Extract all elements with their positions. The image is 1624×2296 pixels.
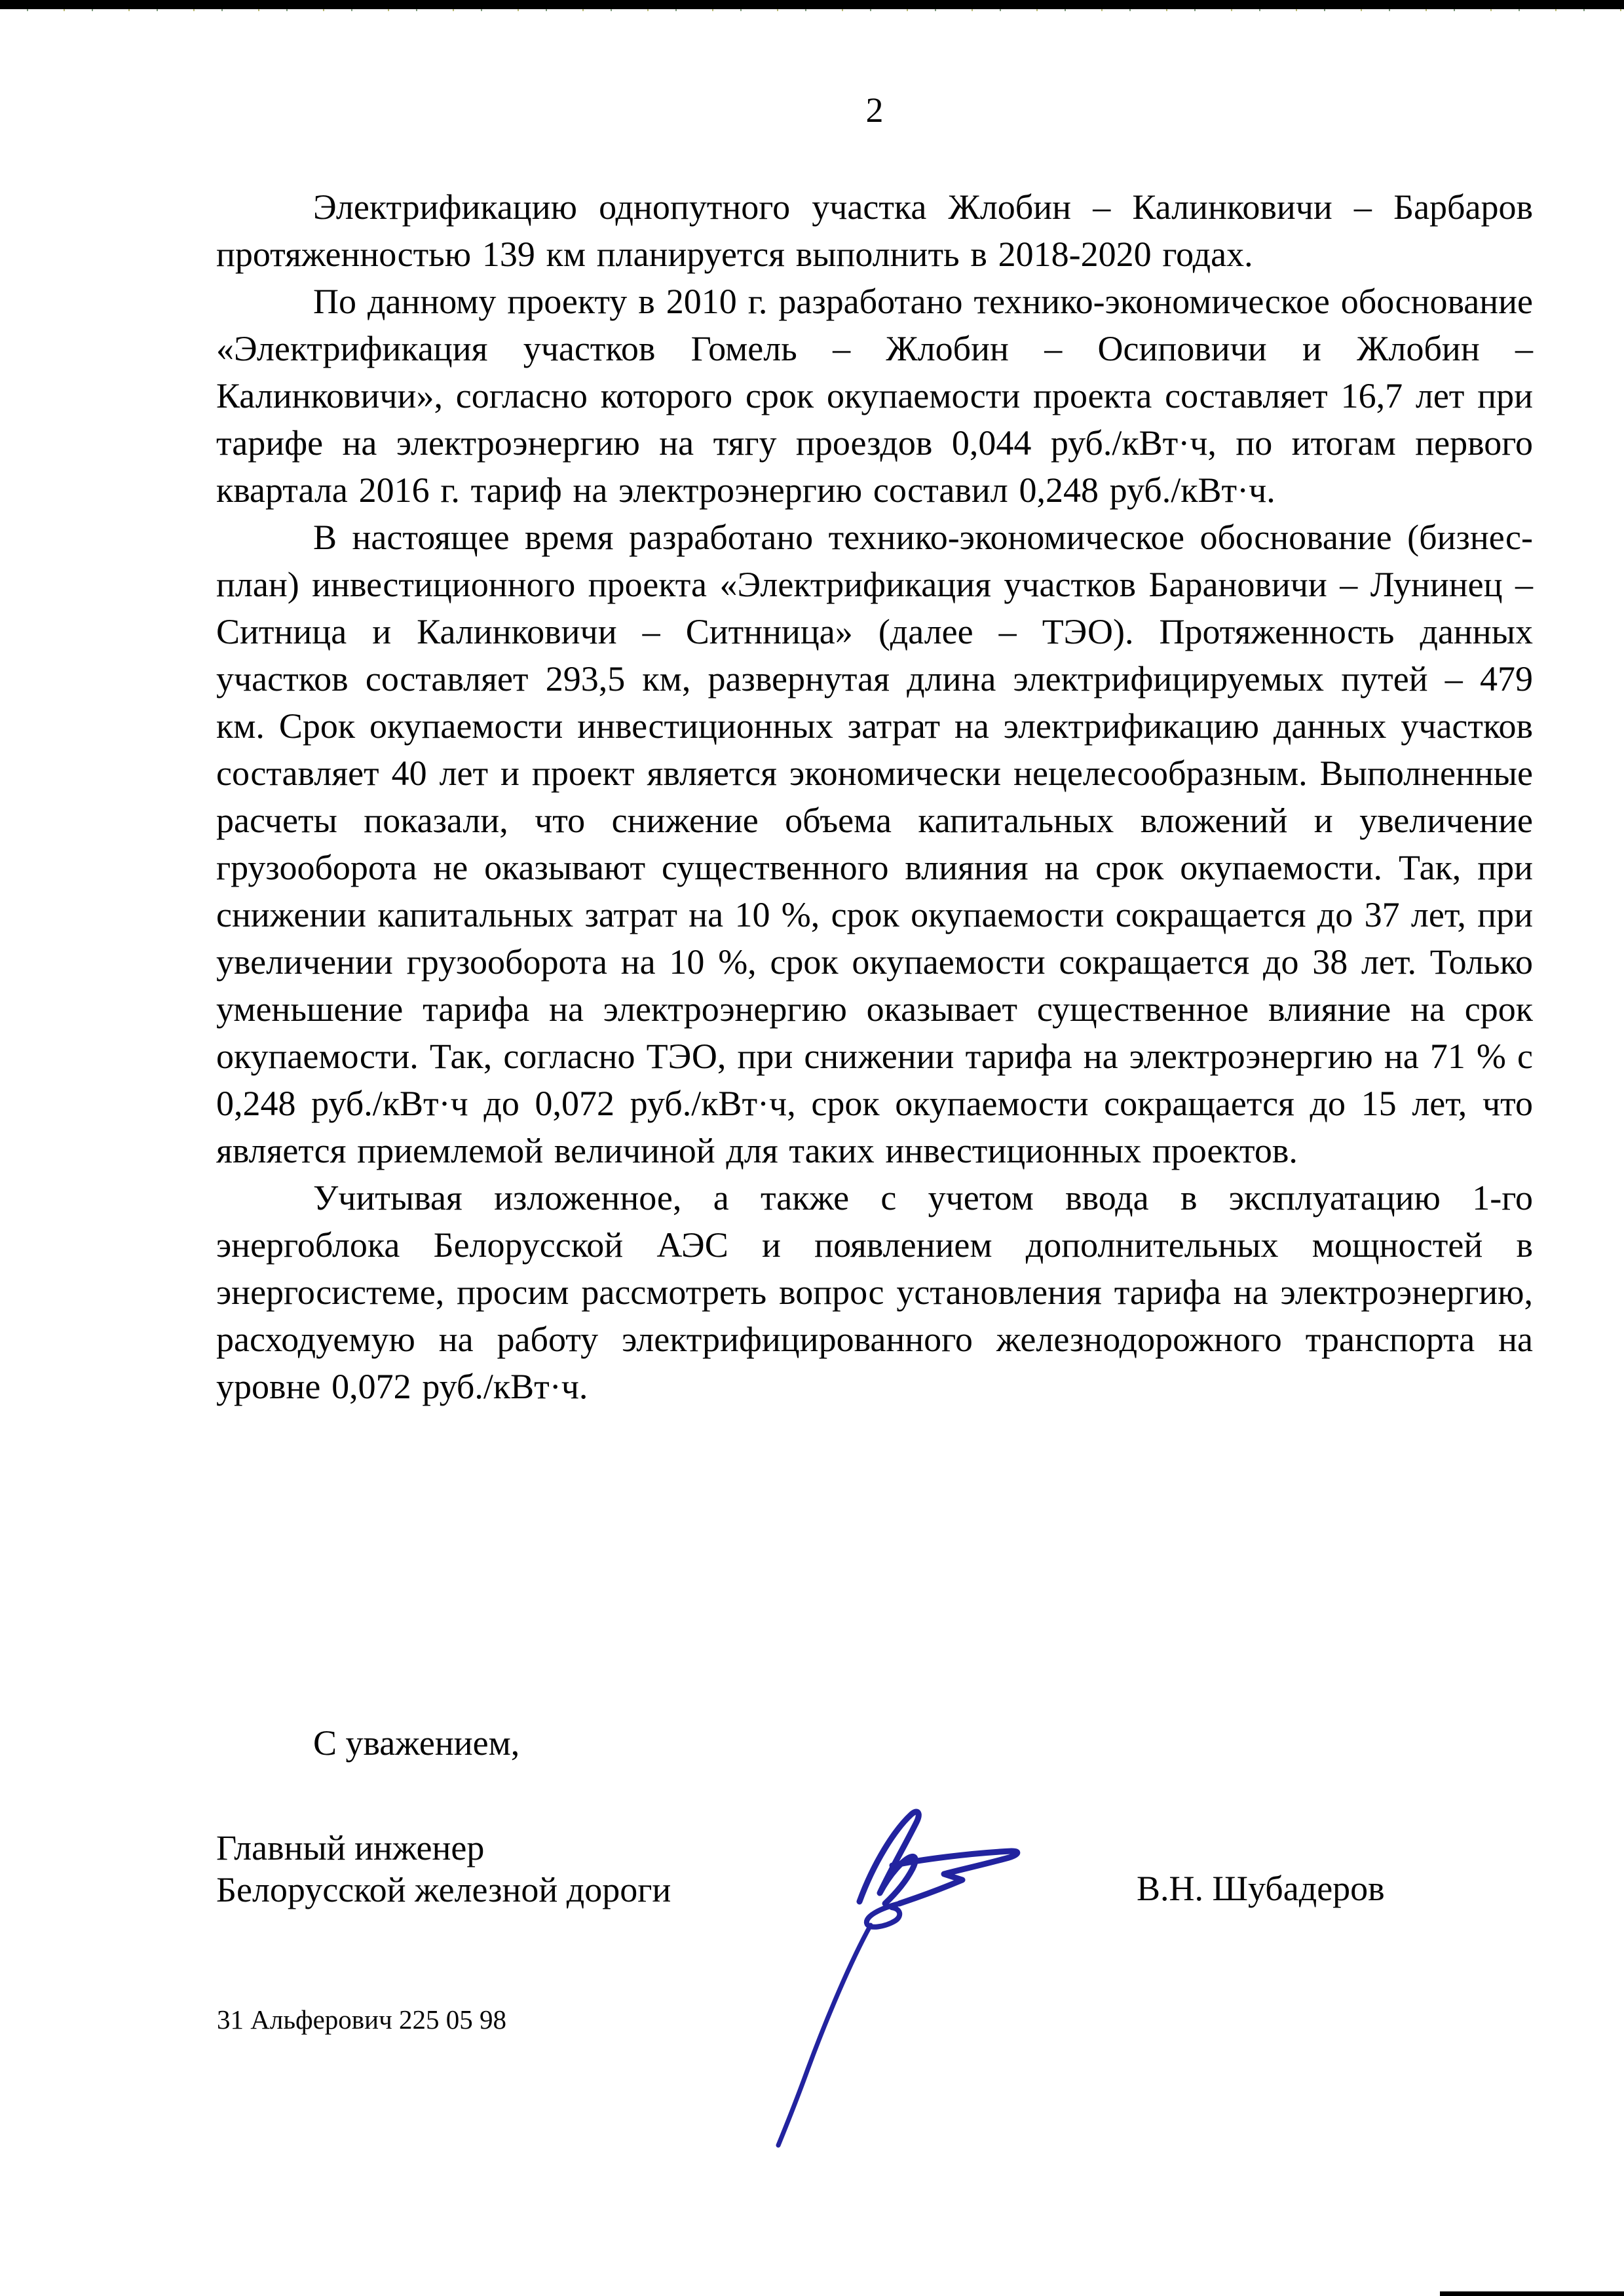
- body-paragraph: По данному проекту в 2010 г. разработано технико-экономическое обоснование «Электрификация участков Гомель – Жлобин – Осиповичи и Жлобин – Калинковичи», согласно которого срок окупаемости проекта составляет 16,7 лет при тарифе на электроэнергию на тягу проездов 0,044 руб./кВт·ч, по итогам первого квартала 2016 г. тариф на электроэнергию составил 0,248 руб./кВт·ч.: [216, 282, 1533, 510]
- signatory-title-line2: Белорусской железной дороги: [216, 1870, 671, 1909]
- scan-artifact-bottom-bar: [1440, 2291, 1624, 2296]
- signatory-name: В.Н. Шубадеров: [1137, 1869, 1385, 1908]
- signature-stroke: [859, 1812, 918, 1904]
- closing-salutation: С уважением,: [313, 1723, 520, 1763]
- signatory-title: [216, 1827, 671, 1911]
- letter-body: [216, 183, 1533, 1410]
- signature-stroke: [778, 1925, 871, 2145]
- body-paragraph: Учитывая изложенное, а также с учетом ввода в эксплуатацию 1-го энергоблока Белорусской АЭС и появлением дополнительных мощностей в энергосистеме, просим рассмотреть вопрос установления тарифа на электроэнергию, расходуемую на работу электрифицированного железнодорожного транспорта на уровне 0,072 руб./кВт·ч.: [216, 1178, 1533, 1406]
- executor-reference: 31 Альферович 225 05 98: [217, 2004, 506, 2035]
- signature-stroke: [867, 1904, 899, 1927]
- signature-stroke: [892, 1851, 1017, 1904]
- scan-artifact-top-bar: [0, 0, 1624, 9]
- body-paragraph: В настоящее время разработано технико-экономическое обоснование (бизнес-план) инвестиционного проекта «Электрификация участков Барановичи – Лунинец – Ситница и Калинковичи – Ситнница» (далее – ТЭО). Протяженность данных участков составляет 293,5 км, развернутая длина электрифицируемых путей – 479 км. Срок окупаемости инвестиционных затрат на электрификацию данных участков составляет 40 лет и проект является экономически нецелесообразным. Выполненные расчеты показали, что снижение объема капитальных вложений и увеличение грузооборота не оказывают существенного влияния на срок окупаемости. Так, при снижении капитальных затрат на 10 %, срок окупаемости сокращается до 37 лет, при увеличении грузооборота на 10 %, срок окупаемости сокращается до 38 лет. Только уменьшение тарифа на электроэнергию оказывает существенное влияние на срок окупаемости. Так, согласно ТЭО, при снижении тарифа на электроэнергию на 71 % с 0,248 руб./кВт·ч до 0,072 руб./кВт·ч, срок окупаемости сокращается до 15 лет, что является приемлемой величиной для таких инвестиционных проектов.: [216, 518, 1533, 1170]
- body-paragraph: Электрификацию однопутного участка Жлобин – Калинковичи – Барбаров протяженностью 139 км планируется выполнить в 2018-2020 годах.: [216, 187, 1533, 274]
- page-number: 2: [865, 90, 884, 130]
- signature-strokes: [778, 1812, 1017, 2145]
- signatory-title-line1: Главный инженер: [216, 1828, 485, 1867]
